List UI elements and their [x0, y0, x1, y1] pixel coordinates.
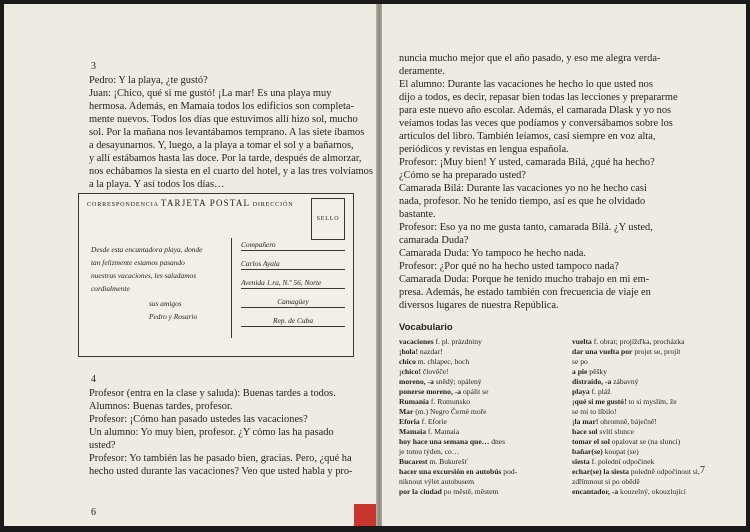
vocabulary-heading: Vocabulario	[399, 322, 453, 333]
text-line: mente nuevos. Todos los días que estuvimos allí hizo sol, mucho	[89, 114, 358, 125]
vocab-entry: siesta f. polední odpočinek	[572, 457, 655, 466]
text-line: Profesor: Yo también las he pasado bien, gracias. Pero, ¿qué ha	[89, 453, 352, 464]
vocab-entry: bañar(se) koupat (se)	[572, 447, 639, 456]
message-line: tan felizmente estamos pasando	[91, 258, 185, 267]
text-line: Profesor (entra en la clase y saluda): Buenas tardes a todos.	[89, 388, 336, 399]
address-line: Camagüey	[241, 297, 345, 308]
text-line: Alumnos: Buenas tardes, profesor.	[89, 401, 233, 412]
page-number-right: 7	[700, 465, 705, 476]
text-line: deramente.	[399, 66, 445, 77]
vocab-entry: ¡hola! nazdar!	[399, 347, 443, 356]
address-line: Compañero	[241, 240, 345, 251]
vocab-entry: se po	[572, 357, 588, 366]
vocab-entry: Eforia f. Eforie	[399, 417, 447, 426]
vocab-entry: ¡chico! člověče!	[399, 367, 449, 376]
vocab-entry: ponerse moreno, -a opálit se	[399, 387, 489, 396]
text-line: artículos del libro. También leíamos, casi siempre en voz alta,	[399, 131, 656, 142]
vocab-entry: a pie pěšky	[572, 367, 608, 376]
text-line: hecho usted durante las vacaciones? Veo que usted habla y pro-	[89, 466, 353, 477]
text-line: Profesor: ¿Por qué no ha hecho usted tampoco nada?	[399, 261, 619, 272]
vocab-entry: moreno, -a snědý; opálený	[399, 377, 482, 386]
postcard-header-right: DIRECCIÓN	[252, 201, 294, 208]
text-line: camarada Duda?	[399, 235, 469, 246]
text-line: Camarada Duda: Porque he tenido mucho trabajo en mi em-	[399, 274, 650, 285]
address-line: Rep. de Cuba	[241, 316, 345, 327]
vocab-entry: Mamaia f. Mamaia	[399, 427, 460, 436]
vocab-entry: vacaciones f. pl. prázdniny	[399, 337, 482, 346]
text-line: El alumno: Durante las vacaciones he hecho lo que usted nos	[399, 79, 653, 90]
text-line: bastante.	[399, 209, 436, 220]
text-line: a desayunarnos. Y, luego, a la playa a tomar el sol y a bañarnos,	[89, 140, 354, 151]
text-line: Profesor: ¡Muy bien! Y usted, camarada Bílá, ¿qué ha hecho?	[399, 157, 655, 168]
postcard-header-left: CORRESPONDENCIA	[87, 201, 159, 208]
vocab-entry: ¡la mar! ohromně, báječně!	[572, 417, 657, 426]
vocab-entry: zdřímnout si po obědě	[572, 477, 640, 486]
text-line: Profesor: ¡Cómo han pasado ustedes las vacaciones?	[89, 414, 308, 425]
text-line: usted?	[89, 440, 116, 451]
vocab-entry: hoy hace una semana que… dnes	[399, 437, 506, 446]
vocab-entry: echar(se) la siesta poledně odpočinout si,	[572, 467, 700, 476]
right-page	[382, 4, 746, 526]
postcard	[78, 193, 354, 357]
message-line: Desde esta encantadora playa, donde	[91, 245, 203, 254]
binding-band	[354, 504, 376, 526]
text-line: presa. Además, he estado también con frecuencia de viaje en	[399, 287, 651, 298]
text-line: hermosa. Además, en Mamaia todos los edificios son completa-	[89, 101, 354, 112]
vocab-entry: Bucarest m. Bukurešť	[399, 457, 468, 466]
signature-line: sus amigos	[149, 299, 182, 308]
vocab-entry: distraído, -a zábavný	[572, 377, 639, 386]
vocab-entry: hacer una excursión en autobús pod-	[399, 467, 518, 476]
message-line: cordialmente	[91, 284, 130, 293]
page-number-left: 6	[91, 507, 96, 518]
text-line: Juan: ¡Chico, qué si me gustó! ¡La mar! Es una playa muy	[89, 88, 332, 99]
text-line: ¿Cómo se ha preparado usted?	[399, 170, 526, 181]
message-line: nuestras vacaciones, les saludamos	[91, 271, 197, 280]
vocab-entry: playa f. pláž	[572, 387, 611, 396]
text-line: y allí estábamos hasta las doce. Por la tarde, después de almorzar,	[89, 153, 362, 164]
text-line: a la playa. Y así todos los días…	[89, 179, 225, 190]
text-line: sol. Por la mañana nos levantábamos temprano. A las siete íbamos	[89, 127, 365, 138]
text-line: nos echábamos la siesta en el cuarto del hotel, y a las tres volvíamos	[89, 166, 373, 177]
address-line: Carlos Ayala	[241, 259, 345, 270]
vocab-entry: hace sol svítí slunce	[572, 427, 634, 436]
text-line: nuncia mucho mejor que el año pasado, y eso me alegra verda-	[399, 53, 661, 64]
text-line: para este nuevo año escolar. Además, el camarada Dlask y yo nos	[399, 105, 672, 116]
vocab-entry: dar una vuelta por projet se, projít	[572, 347, 681, 356]
text-line: diversos lugares de nuestra República.	[399, 300, 559, 311]
vocab-entry: Mar (m.) Negro Černé moře	[399, 407, 487, 416]
text-line: Pedro: Y la playa, ¿te gustó?	[89, 75, 208, 86]
left-page	[4, 4, 376, 526]
text-line: periódicos y revistas en lengua española.	[399, 144, 569, 155]
signature-line: Pedro y Rosario	[149, 312, 198, 321]
section-4-number: 4	[91, 374, 96, 385]
stamp-box: SELLO	[311, 198, 345, 240]
text-line: dijo a todos, es decir, repasar bien todas las lecciones y prepararme	[399, 92, 678, 103]
text-line: Camarada Duda: Yo tampoco he hecho nada.	[399, 248, 586, 259]
vocab-entry: je tomu týden, co…	[399, 447, 460, 456]
postcard-divider	[231, 238, 232, 338]
text-line: Profesor: Eso ya no me gusta tanto, camarada Bílá. ¿Y usted,	[399, 222, 653, 233]
vocab-entry: vuelta f. obrat; projížďka, procházka	[572, 337, 685, 346]
vocab-entry: se mi to líbilo!	[572, 407, 617, 416]
address-line: Avenida 1.ra, N.º 56, Norte	[241, 278, 345, 289]
vocab-entry: encantador, -a kouzelný, okouzlující	[572, 487, 686, 496]
text-line: Camarada Bílá: Durante las vacaciones yo no he hecho casi	[399, 183, 647, 194]
section-3-number: 3	[91, 61, 96, 72]
postcard-title: TARJETA POSTAL	[160, 198, 251, 208]
vocab-entry: niknout výlet autobusem	[399, 477, 475, 486]
vocab-entry: ¡qué si me gustó! to si myslím, že	[572, 397, 677, 406]
vocab-entry: tomar el sol opalovat se (na slunci)	[572, 437, 681, 446]
vocab-entry: Rumanía f. Rumunsko	[399, 397, 471, 406]
postcard-header	[87, 198, 294, 208]
text-line: Un alumno: Yo muy bien, profesor. ¿Y cómo las ha pasado	[89, 427, 334, 438]
text-line: nada, profesor. No he tenido tiempo, así es que he olvidado	[399, 196, 646, 207]
vocab-entry: por la ciudad po městě, městem	[399, 487, 499, 496]
text-line: veíamos todas las veces que podíamos y conversábamos sobre los	[399, 118, 673, 129]
book-spread	[4, 4, 746, 526]
vocab-entry: chico m. chlapec, hoch	[399, 357, 470, 366]
